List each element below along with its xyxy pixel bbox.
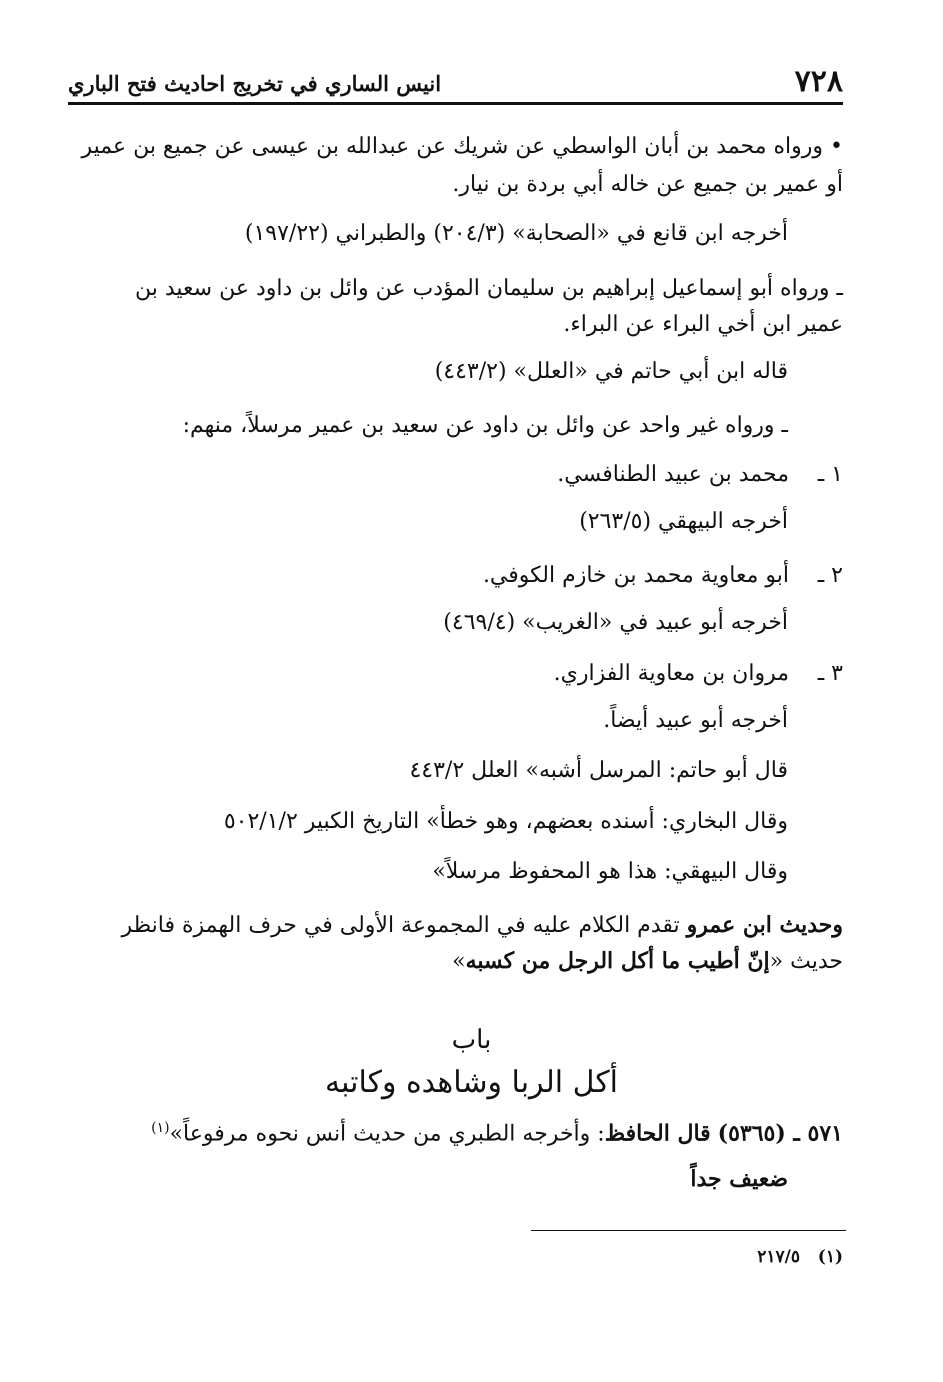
list-item	[554, 655, 843, 693]
quote-bukhari: وقال البخاري: أسنده بعضهم، وهو خطأ» التاريخ الكبير ٥٠٢/١/٢	[223, 809, 788, 834]
paragraph-3-line-2: عمير ابن أخي البراء عن البراء.	[563, 312, 843, 337]
entry-text: : وأخرجه الطبري من حديث أنس نحوه مرفوعاً»	[169, 1121, 605, 1147]
entry-line	[68, 1109, 843, 1153]
paragraph-6-text: تقدم الكلام عليه في المجموعة الأولى في حرف الهمزة فانظر	[121, 913, 687, 938]
paragraph-2: أخرجه ابن قانع في «الصحابة» (٢٠٤/٣) والطبراني (١٩٧/٢٢)	[244, 221, 788, 246]
page-number: ٧٢٨	[794, 64, 843, 99]
list-item	[483, 557, 843, 595]
list-item-text: مروان بن معاوية الفزاري.	[553, 661, 789, 686]
section-title: أكل الربا وشاهده وكاتبه	[325, 1065, 618, 1100]
hadith-grade: ضعيف جداً	[690, 1166, 788, 1192]
section-label: باب	[451, 1025, 492, 1055]
footnote	[757, 1244, 843, 1270]
list-item-number: ١ ـ	[817, 462, 843, 487]
entry-number: ٥٧١ ـ (٥٣٦٥)	[717, 1120, 843, 1147]
list-item-source: أخرجه البيهقي (٢٦٣/٥)	[579, 509, 788, 534]
list-item-source: أخرجه أبو عبيد أيضاً.	[603, 708, 788, 733]
list-item	[557, 456, 843, 494]
paragraph-6-prefix: حديث «	[769, 949, 843, 974]
paragraph-6-line-1	[68, 906, 843, 945]
paragraph-3-line-1: ـ ورواه أبو إسماعيل إبراهيم بن سليمان المؤدب عن وائل بن داود عن سعيد بن	[134, 276, 843, 301]
paragraph-5: ـ ورواه غير واحد عن وائل بن داود عن سعيد بن عمير مرسلاً، منهم:	[182, 413, 788, 438]
running-title: انيس الساري في تخريج احاديث فتح الباري	[68, 71, 442, 96]
page-header	[68, 62, 843, 105]
hadith-ibn-amr: وحديث ابن عمرو	[686, 912, 843, 938]
paragraph-1-line-2: أو عمير بن جميع عن خاله أبي بردة بن نيار.	[452, 172, 843, 197]
footnote-text: ٢١٧/٥	[757, 1247, 800, 1267]
list-item-number: ٣ ـ	[817, 661, 843, 686]
paragraph-4: قاله ابن أبي حاتم في «العلل» (٤٤٣/٢)	[434, 359, 788, 384]
list-item-number: ٢ ـ	[817, 563, 843, 588]
list-item-text: محمد بن عبيد الطنافسي.	[557, 462, 789, 487]
paragraph-1-line-1: • ورواه محمد بن أبان الواسطي عن شريك عن عبدالله بن عيسى عن جميع بن عمير	[81, 134, 843, 159]
footnote-divider	[531, 1230, 846, 1231]
quote-abu-hatim: قال أبو حاتم: المرسل أشبه» العلل ٤٤٣/٢	[409, 758, 788, 783]
entry-label: قال الحافظ	[604, 1120, 711, 1147]
footnote-reference: (١)	[151, 1120, 170, 1136]
list-item-text: أبو معاوية محمد بن خازم الكوفي.	[482, 563, 789, 588]
paragraph-6-close: »	[452, 949, 466, 974]
footnote-marker: (١)	[817, 1247, 843, 1267]
quote-bayhaqi: وقال البيهقي: هذا هو المحفوظ مرسلاً»	[432, 859, 788, 884]
hadith-title: إنّ أطيب ما أكل الرجل من كسبه	[465, 948, 770, 974]
list-item-source: أخرجه أبو عبيد في «الغريب» (٤٦٩/٤)	[443, 610, 788, 635]
paragraph-6-line-2	[68, 942, 843, 981]
